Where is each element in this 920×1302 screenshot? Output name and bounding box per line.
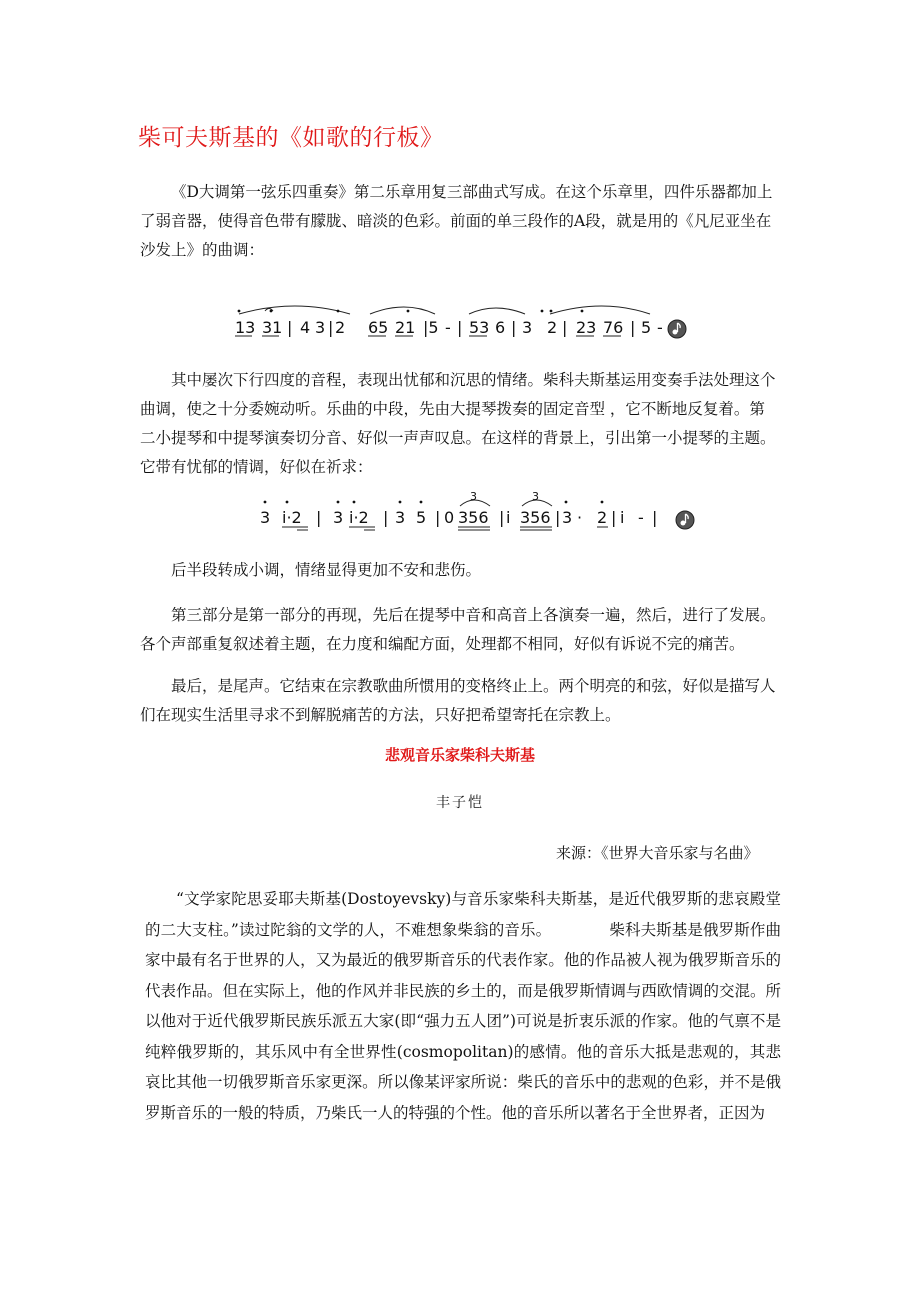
music-score-1 [225, 296, 695, 346]
note: 5 [416, 508, 427, 527]
slur [370, 307, 435, 314]
barline: | [499, 508, 505, 527]
note: 23 [576, 318, 597, 337]
note: 3 [315, 318, 326, 337]
note: 65 [368, 318, 389, 337]
note: 53 [469, 318, 490, 337]
slur [550, 306, 650, 314]
note: · [577, 508, 583, 527]
music-score-2 [250, 488, 700, 536]
note: 356 [458, 508, 489, 527]
note: 6 [495, 318, 506, 337]
paragraph-recap: 第三部分是第一部分的再现，先后在提琴中音和高音上各演奏一遍，然后，进行了发展。各个声部重复叙述着主题，在力度和编配方面，处理都不相同，好似有诉说不完的痛苦。 [140, 606, 776, 653]
note: 4 [300, 318, 311, 337]
dash: - [638, 508, 644, 527]
essay-text-a: “文学家陀思妥耶夫斯基(Dostoyevsky)与音乐家柴科夫斯基，是近代俄罗斯的悲哀殿堂的二大支柱。”读过陀翁的文学的人，不难想象柴翁的音乐。 [145, 890, 781, 939]
note: i [506, 508, 511, 527]
barline: | [435, 508, 441, 527]
barline: | [328, 318, 334, 337]
article-title: 柴可夫斯基的《如歌的行板》 [138, 125, 444, 151]
note: 3 [333, 508, 344, 527]
triplet-mark: 3 [532, 490, 539, 503]
note: |5 [423, 318, 439, 337]
note: 0 [444, 508, 455, 527]
note: 2 [597, 508, 608, 527]
note: 3 [522, 318, 533, 337]
barline: | [630, 318, 636, 337]
music-note-icon[interactable] [676, 511, 694, 529]
music-note-icon[interactable] [668, 320, 686, 338]
dash: - [445, 318, 451, 337]
paragraph-analysis: 其中屡次下行四度的音程，表现出忧郁和沉思的情绪。柴科夫斯基运用变奏手法处理这个曲调，使之十分委婉动听。乐曲的中段，先由大提琴拨奏的固定音型 ，它不断地反复着。第二小提琴和中提琴演奏切分音、好似一声声叹息。在这样的背景上，引出第一小提琴的主题。它带有忧郁的情调，好似在祈求： [140, 371, 776, 476]
essay-source: 来源：《世界大音乐家与名曲》 [556, 844, 759, 862]
slur [469, 308, 525, 314]
barline: | [316, 508, 322, 527]
note: i·2 [349, 508, 369, 527]
barline: | [287, 318, 293, 337]
note: 2 [335, 318, 346, 337]
note: 356 [520, 508, 551, 527]
note: 31 [262, 318, 283, 337]
note: i [620, 508, 625, 527]
paragraph-intro: 《D大调第一弦乐四重奏》第二乐章用复三部曲式写成。在这个乐章里，四件乐器都加上了弱音器，使得音色带有朦胧、暗淡的色彩。前面的单三段作的A段，就是用的《凡尼亚坐在沙发上》的曲调： [140, 183, 773, 259]
note: 3 [562, 508, 573, 527]
essay-text-b: 柴科夫斯基是俄罗斯作曲家中最有名于世界的人，又为最近的俄罗斯音乐的代表作家。他的作品被人视为俄罗斯音乐的代表作品。但在实际上，他的作风并非民族的乡土的，而是俄罗斯情调与西欧情调的交混。所以他对于近代俄罗斯民族乐派五大家(即“强力五人团”)可说是折衷乐派的作家。他的气禀不是纯粹俄罗斯的，其乐风中有全世界性(cosmopolitan)的感情。他的音乐大抵是悲观的，其悲哀比其他一切俄罗斯音乐家更深。所以像某评家所说：柴氏的音乐中的悲观的色彩，并不是俄罗斯音乐的一般的特质，乃柴氏一人的特强的个性。他的音乐所以著名于全世界者，正因为 [145, 920, 781, 1122]
triplet-mark: 3 [470, 490, 477, 503]
note: 2 [547, 318, 558, 337]
essay-body [145, 884, 781, 1128]
barline: | [652, 508, 658, 527]
essay-author: 丰子恺 [436, 795, 484, 811]
note: 76 [603, 318, 624, 337]
barline: | [511, 318, 517, 337]
note: 3 [395, 508, 406, 527]
note: 21 [395, 318, 416, 337]
note: 3 [260, 508, 271, 527]
note: i·2 [282, 508, 302, 527]
barline: | [611, 508, 617, 527]
dash: - [657, 318, 663, 337]
slur [239, 306, 350, 314]
note: 13 [235, 318, 256, 337]
essay-heading: 悲观音乐家柴科夫斯基 [384, 746, 535, 764]
barline: | [383, 508, 389, 527]
barline: | [457, 318, 463, 337]
barline: | [562, 318, 568, 337]
barline: | [555, 508, 561, 527]
note: 5 [641, 318, 652, 337]
paragraph-coda: 最后，是尾声。它结束在宗教歌曲所惯用的变格终止上。两个明亮的和弦，好似是描写人们在现实生活里寻求不到解脱痛苦的方法，只好把希望寄托在宗教上。 [140, 677, 776, 724]
paragraph-minor: 后半段转成小调，情绪显得更加不安和悲伤。 [171, 561, 482, 579]
